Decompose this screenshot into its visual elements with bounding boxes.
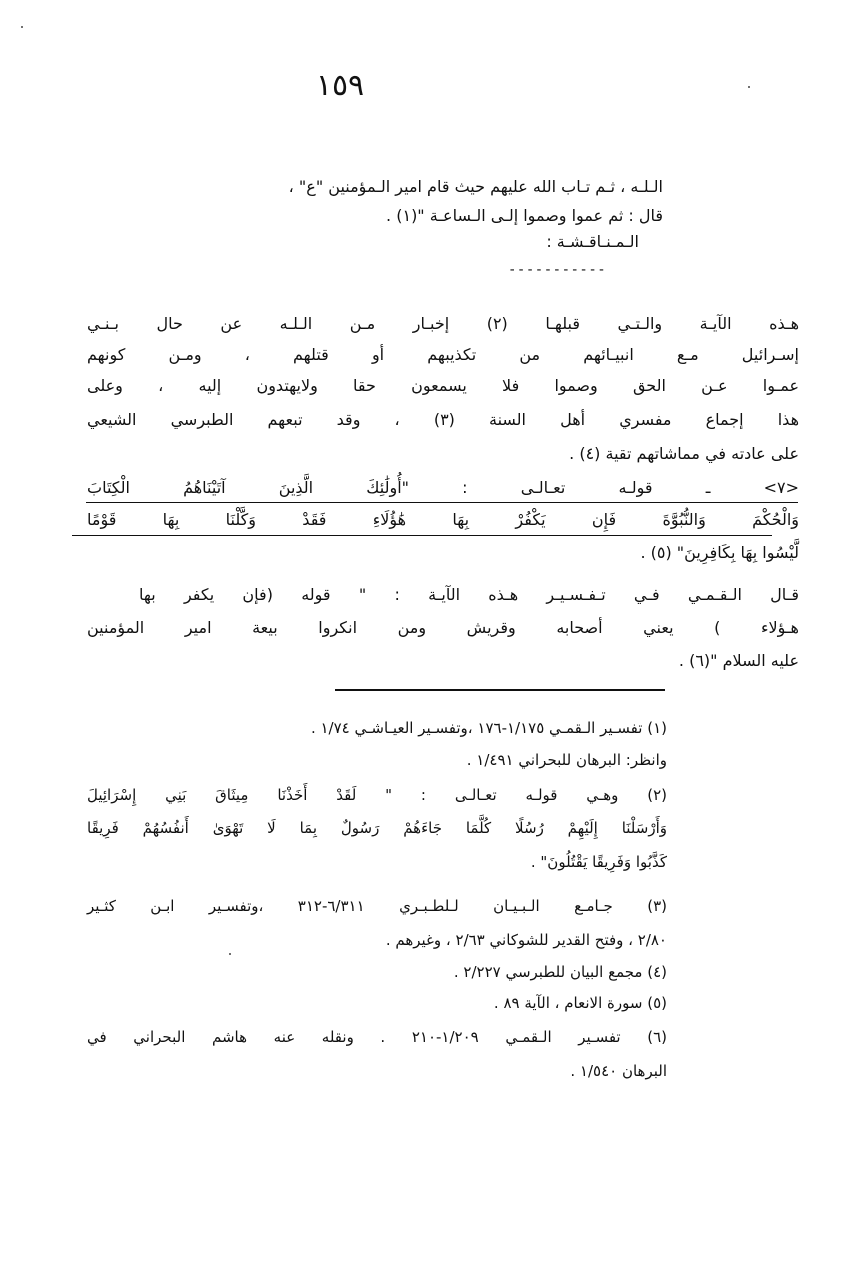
verse-underline	[86, 502, 798, 503]
verse-underline	[72, 535, 772, 536]
body-line: على عادته في مماشاتهم تقية (٤) .	[569, 444, 799, 463]
footnote-separator	[335, 689, 665, 691]
body-line: هـذه الآيـة والـتـي قبلهـا (٢) إخبـار مـن الـلـه عن حال بـنـي	[87, 314, 799, 333]
footnote-line: (٦) تفسـير الـقمـي ١/٢٠٩-٢١٠ . ونقله عنه هاشم البحراني في	[87, 1028, 667, 1046]
footnote-line: (٣) جـامـع الـبـيـان لـلطـبـري ٦/٣١١-٣١٢ ،وتفسـير ابـن كثـير	[87, 897, 667, 915]
footnote-line: وَأَرْسَلْنَا إِلَيْهِمْ رُسُلًا كُلَّمَا جَاءَهُمْ رَسُولٌ بِمَا لَا تَهْوَىٰ أَنفُسُهُمْ فَرِيقًا	[87, 819, 667, 837]
quran-verse-line: لَّيْسُوا بِهَا بِكَافِرِينَ" (٥) .	[640, 543, 799, 562]
page-number: ١٥٩	[315, 68, 365, 103]
body-line: قـال الـقـمـي فـي تـفـسـيـر هـذه الآيـة : " قوله (فإن يكفر بها	[139, 585, 799, 604]
body-line: هـؤلاء ) يعني أصحابه وقريش ومن انكروا بيعة امير المؤمنين	[87, 618, 799, 637]
scan-speck	[21, 26, 23, 28]
body-line: الـلـه ، ثـم تـاب الله عليهم حيث قام امير الـمؤمنين "ع" ،	[288, 177, 663, 196]
footnote-line: ٢/٨٠ ، وفتح القدير للشوكاني ٢/٦٣ ، وغيرهم .	[385, 931, 667, 949]
footnote-line: (١) تفسـير الـقمـي ١/١٧٥-١٧٦ ،وتفسـير العيـاشـي ١/٧٤ .	[310, 719, 667, 737]
footnote-line: (٤) مجمع البيان للطبرسي ٢/٢٢٧ .	[453, 963, 667, 981]
quran-verse-line: <٧> ـ قولـه تعـالـى : "أُولَٰئِكَ الَّذِينَ آتَيْنَاهُمُ الْكِتَابَ	[87, 478, 799, 497]
scan-speck	[748, 86, 750, 88]
footnote-line: (٢) وهـي قولـه تعـالـى : " لَقَدْ أَخَذْنَا مِيثَاقَ بَنِي إِسْرَائِيلَ	[87, 786, 667, 804]
body-line: هذا إجماع مفسري أهل السنة (٣) ، وقد تبعهم الطبرسي الشيعي	[87, 410, 800, 429]
body-line: عليه السلام "(٦) .	[678, 651, 799, 670]
body-line: إسـرائيل مـع انبيـائهم من تكذيبهم أو قتلهم ، ومـن كونهم	[87, 345, 799, 364]
footnote-line: البرهان ١/٥٤٠ .	[570, 1062, 667, 1080]
footnote-line: وانظر: البرهان للبحراني ١/٤٩١ .	[466, 751, 667, 769]
footnote-line: كَذَّبُوا وَفَرِيقًا يَقْتُلُونَ" .	[530, 853, 667, 871]
scan-speck	[229, 953, 231, 955]
quran-verse-line: وَالْحُكْمَ وَالنُّبُوَّةَ فَإِن يَكْفُرْ بِهَا هَٰؤُلَاءِ فَقَدْ وَكَّلْنَا بِهَا قَوْمًا	[87, 510, 799, 529]
section-heading: الـمـنـاقـشـة :	[546, 232, 639, 251]
body-line: قال : ثم عموا وصموا إلـى الـساعـة "(١) .	[386, 206, 663, 225]
body-line: عمـوا عـن الحق وصموا فلا يسمعون حقا ولايهتدون إليه ، وعلى	[87, 376, 799, 395]
heading-dashes: -----------	[508, 262, 607, 278]
footnote-line: (٥) سورة الانعام ، الآية ٨٩ .	[493, 994, 667, 1012]
